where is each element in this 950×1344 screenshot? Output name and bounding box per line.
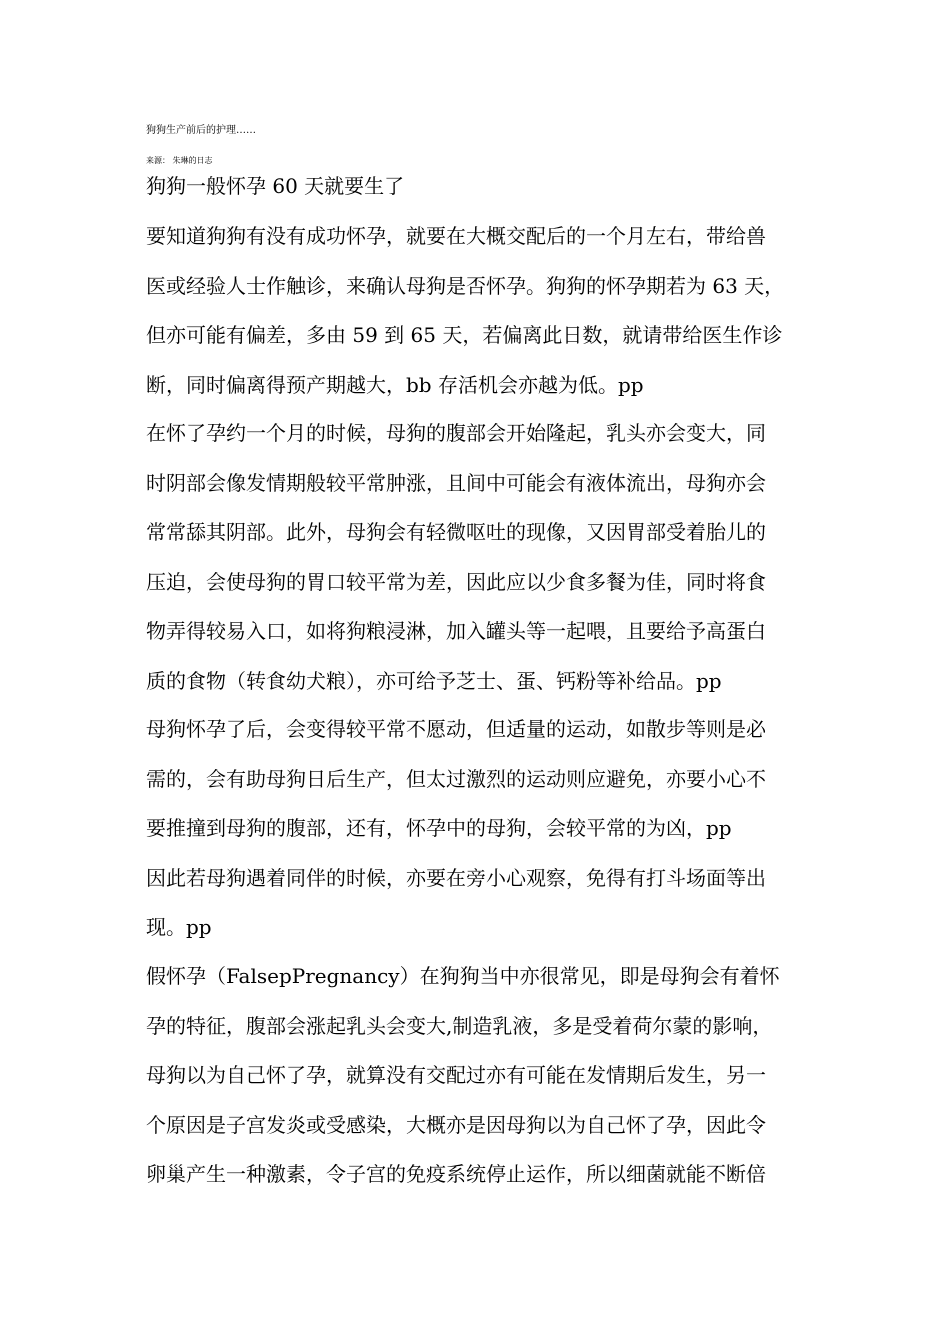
paragraph-line: 要推撞到母狗的腹部，还有，怀孕中的母狗，会较平常的为凶，pp bbox=[146, 816, 732, 840]
paragraph-line: 在怀了孕约一个月的时候，母狗的腹部会开始隆起，乳头亦会变大，同 bbox=[146, 421, 766, 445]
paragraph-line: 母狗怀孕了后，会变得较平常不愿动，但适量的运动，如散步等则是必 bbox=[146, 717, 766, 741]
paragraph-line: 但亦可能有偏差，多由 59 到 65 天，若偏离此日数，就请带给医生作诊 bbox=[146, 323, 783, 347]
paragraph-line: 物弄得较易入口，如将狗粮浸淋，加入罐头等一起喂，且要给予高蛋白 bbox=[146, 619, 766, 643]
document-source: 来源： 朱琳的日志 bbox=[146, 156, 213, 165]
paragraph-line: 孕的特征，腹部会涨起乳头会变大,制造乳液，多是受着荷尔蒙的影响， bbox=[146, 1013, 773, 1038]
paragraph-line: 个原因是子宫发炎或受感染，大概亦是因母狗以为自己怀了孕，因此令 bbox=[146, 1112, 766, 1137]
document-heading: 狗狗一般怀孕 60 天就要生了 bbox=[146, 174, 405, 198]
paragraph-2 bbox=[146, 409, 816, 706]
document-small-title: 狗狗生产前后的护理…… bbox=[146, 125, 256, 136]
paragraph-line: 因此若母狗遇着同伴的时候，亦要在旁小心观察，免得有打斗场面等出 bbox=[146, 865, 766, 890]
paragraph-line: 时阴部会像发情期般较平常肿涨，且间中可能会有液体流出，母狗亦会 bbox=[146, 470, 766, 495]
paragraph-line: 母狗以为自己怀了孕，就算没有交配过亦有可能在发情期后发生，另一 bbox=[146, 1063, 766, 1087]
paragraph-3 bbox=[146, 705, 816, 953]
paragraph-4 bbox=[146, 952, 816, 1200]
paragraph-line: 压迫，会使母狗的胃口较平常为差，因此应以少食多餐为佳，同时将食 bbox=[146, 569, 766, 594]
paragraph-line: 要知道狗狗有没有成功怀孕，就要在大概交配后的一个月左右，带给兽 bbox=[146, 224, 766, 248]
paragraph-line: 假怀孕（FalsepPregnancy）在狗狗当中亦很常见，即是母狗会有着怀 bbox=[146, 964, 780, 988]
paragraph-line: 现。pp bbox=[146, 915, 212, 939]
paragraph-line: 需的，会有助母狗日后生产，但太过激烈的运动则应避免，亦要小心不 bbox=[146, 766, 766, 791]
paragraph-1 bbox=[146, 212, 816, 410]
paragraph-line: 卵巢产生一种激素，令子宫的免疫系统停止运作，所以细菌就能不断倍 bbox=[146, 1162, 766, 1186]
paragraph-line: 医或经验人士作触诊，来确认母狗是否怀孕。狗狗的怀孕期若为 63 天， bbox=[146, 273, 785, 298]
paragraph-line: 常常舔其阴部。此外，母狗会有轻微呕吐的现像，又因胃部受着胎儿的 bbox=[146, 520, 766, 544]
paragraph-line: 质的食物（转食幼犬粮），亦可给予芝士、蛋、钙粉等补给品。pp bbox=[146, 668, 722, 693]
paragraph-line: 断，同时偏离得预产期越大，bb 存活机会亦越为低。pp bbox=[146, 372, 644, 397]
